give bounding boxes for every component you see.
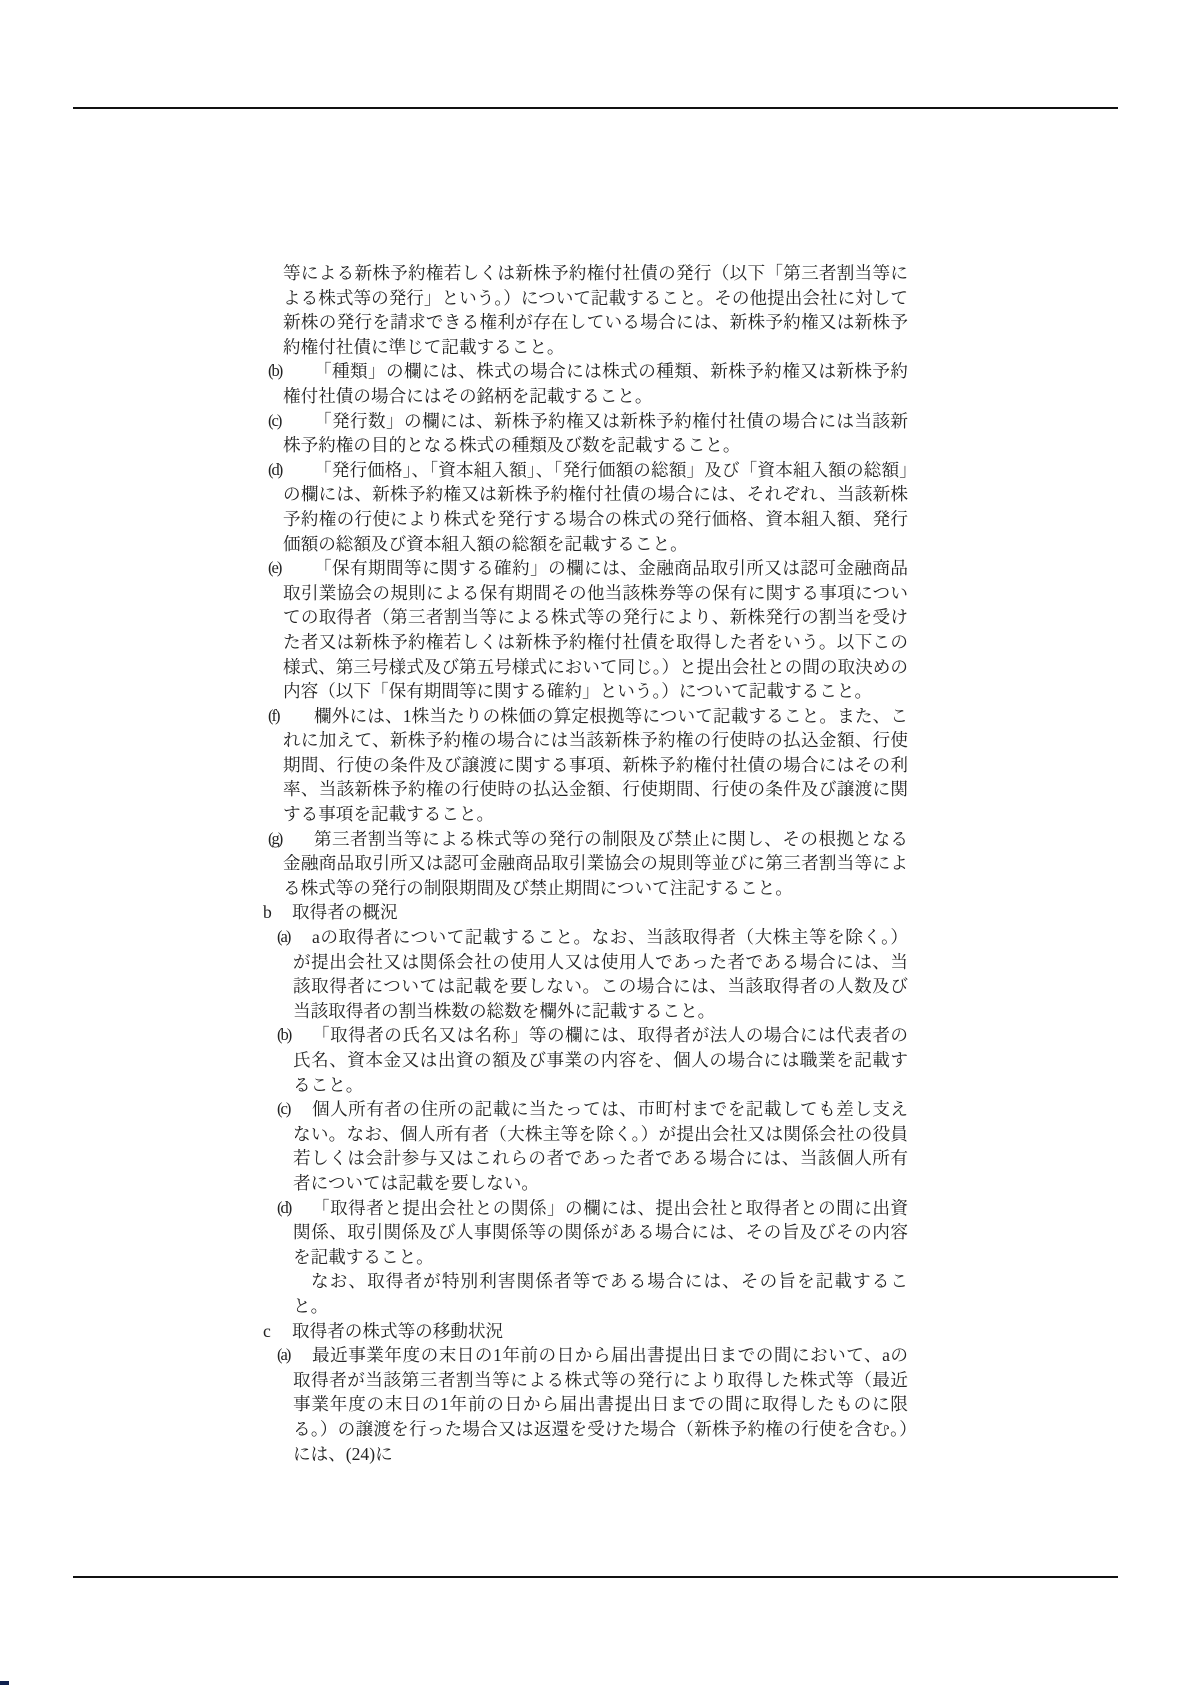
paragraph [263, 925, 908, 1023]
item-marker: (b) [277, 1025, 291, 1045]
item-marker: (g) [268, 828, 282, 848]
bottom-rule [73, 1576, 1118, 1578]
paragraph-text: 第三者割当等による株式等の発行の制限及び禁止に関し、その根拠となる金融商品取引所又は認可金融商品取引業協会の規則等並びに第三者割当等による株式等の発行の制限期間及び禁止期間について注記すること。 [283, 828, 908, 898]
paragraph-text: 「取得者と提出会社との関係」の欄には、提出会社と取得者との間に出資関係、取引関係及び人事関係等の関係がある場合には、その旨及びその内容を記載すること。 [293, 1197, 908, 1267]
item-marker: (a) [277, 927, 290, 947]
item-marker: (a) [277, 1345, 290, 1365]
item-marker: (c) [268, 410, 281, 430]
paragraph [263, 458, 908, 556]
paragraph-text: 取得者の概況 [292, 902, 398, 923]
paragraph-text: 「取得者の氏名又は名称」等の欄には、取得者が法人の場合には代表者の氏名、資本金又は出資の額及び事業の内容を、個人の場合には職業を記載すること。 [293, 1025, 908, 1095]
document-body [263, 261, 908, 1466]
item-marker: (c) [277, 1099, 290, 1119]
top-rule [73, 107, 1118, 109]
paragraph [263, 409, 908, 458]
paragraph-text: 個人所有者の住所の記載に当たっては、市町村までを記載しても差し支えない。なお、個人所有者（大株主等を除く。）が提出会社又は関係会社の役員若しくは会計参与又はこれらの者であった者である場合には、当該個人所有者については記載を要しない。 [293, 1099, 908, 1193]
item-marker: (d) [268, 459, 282, 479]
section-marker: b [263, 902, 272, 923]
paragraph-text: 「種類」の欄には、株式の場合には株式の種類、新株予約権又は新株予約権付社債の場合にはその銘柄を記載すること。 [283, 361, 908, 406]
section-heading [263, 900, 908, 925]
scan-corner-artifact [0, 1681, 9, 1685]
item-marker: (e) [268, 558, 281, 578]
section-heading [263, 1319, 908, 1344]
paragraph [263, 1343, 908, 1466]
paragraph [263, 1023, 908, 1097]
paragraph-text: 欄外には、1株当たりの株価の算定根拠等について記載すること。また、これに加えて、新株予約権の場合には当該新株予約権の行使時の払込金額、行使期間、行使の条件及び譲渡に関する事項、新株予約権付社債の場合にはその利率、当該新株予約権の行使時の払込金額、行使期間、行使の条件及び譲渡に関する事項を記載すること。 [283, 705, 908, 825]
section-marker: c [263, 1320, 271, 1341]
item-marker: (d) [277, 1197, 291, 1217]
paragraph [263, 827, 908, 901]
paragraph-text: 「保有期間等に関する確約」の欄には、金融商品取引所又は認可金融商品取引業協会の規則による保有期間その他当該株券等の保有に関する事項についての取得者（第三者割当等による株式等の発行により、新株発行の割当を受けた者又は新株予約権若しくは新株予約権付社債を取得した者をいう。以下この様式、第三号様式及び第五号様式において同じ。）と提出会社との間の取決めの内容（以下「保有期間等に関する確約」という。）について記載すること。 [283, 558, 908, 702]
paragraph-text: 「発行価格」、「資本組入額」、「発行価額の総額」及び「資本組入額の総額」の欄には、新株予約権又は新株予約権付社債の場合には、それぞれ、当該新株予約権の行使により株式を発行する場合の株式の発行価格、資本組入額、発行価額の総額及び資本組入額の総額を記載すること。 [283, 459, 908, 554]
paragraph [263, 704, 908, 827]
paragraph-text: 取得者の株式等の移動状況 [292, 1320, 504, 1341]
paragraph [263, 1097, 908, 1195]
item-marker: (f) [268, 705, 279, 725]
paragraph-text: なお、取得者が特別利害関係者等である場合には、その旨を記載すること。 [293, 1271, 908, 1316]
paragraph [263, 1196, 908, 1270]
paragraph-text: 最近事業年度の末日の1年前の日から届出書提出日までの間において、aの取得者が当該第三者割当等による株式等の発行により取得した株式等（最近事業年度の末日の1年前の日から届出書提出日までの間に取得したものに限る。）の譲渡を行った場合又は返還を受けた場合（新株予約権の行使を含む。）には、(24)に [293, 1345, 908, 1464]
paragraph [263, 1269, 908, 1318]
item-marker: (b) [268, 361, 282, 381]
paragraph-text: 「発行数」の欄には、新株予約権又は新株予約権付社債の場合には当該新株予約権の目的となる株式の種類及び数を記載すること。 [283, 410, 908, 456]
paragraph [263, 556, 908, 704]
paragraph-text: aの取得者について記載すること。なお、当該取得者（大株主等を除く。）が提出会社又は関係会社の使用人又は使用人であった者である場合には、当該取得者については記載を要しない。この場合には、当該取得者の人数及び当該取得者の割当株数の総数を欄外に記載すること。 [293, 927, 908, 1021]
paragraph-text: 等による新株予約権若しくは新株予約権付社債の発行（以下「第三者割当等による株式等の発行」という。）について記載すること。その他提出会社に対して新株の発行を請求できる権利が存在している場合には、新株予約権又は新株予約権付社債に準じて記載すること。 [283, 263, 908, 357]
paragraph [263, 359, 908, 408]
paragraph [263, 261, 908, 359]
